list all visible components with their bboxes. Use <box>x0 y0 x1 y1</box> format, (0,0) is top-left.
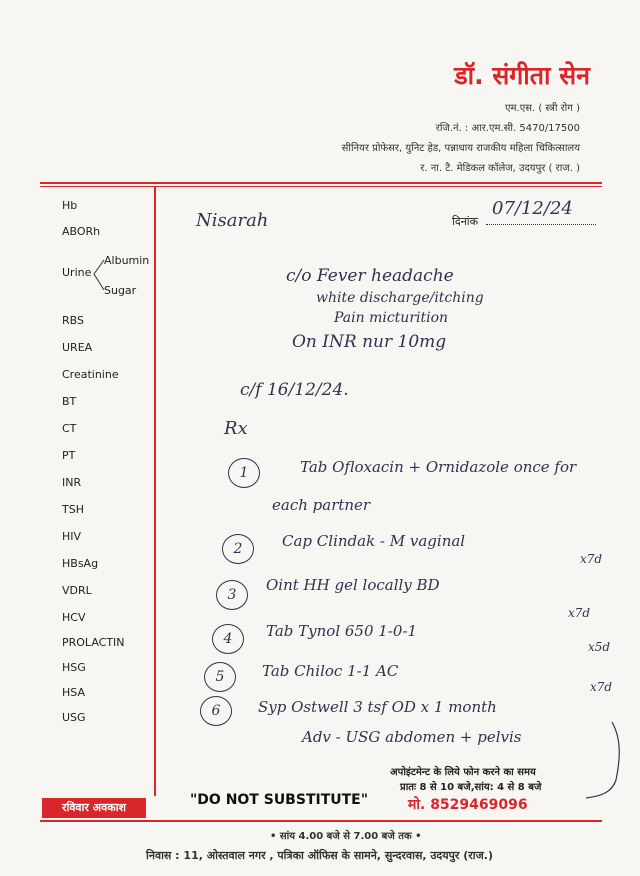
test-item: VDRL <box>62 584 92 597</box>
complaint-line: white discharge/itching <box>316 290 484 306</box>
rx-symbol: Rx <box>224 418 248 439</box>
test-item: CT <box>62 422 77 435</box>
complaint-line: Pain micturition <box>334 310 449 326</box>
appointment-times: प्रातः 8 से 10 बजे,सांय: 4 से 8 बजे <box>400 782 542 793</box>
test-hb: Hb <box>62 199 78 212</box>
doctor-name: डॉ. संगीता सेन <box>454 61 590 90</box>
test-item: HSA <box>62 686 85 699</box>
test-aborh: ABORh <box>62 225 101 238</box>
medicine-line: Tab Tynol 650 1-0-1 <box>266 622 418 640</box>
history-line: c/f 16/12/24. <box>240 380 349 400</box>
med-number: 5 <box>204 662 236 692</box>
header-divider <box>40 182 602 184</box>
test-item: HSG <box>62 661 86 674</box>
test-item: PROLACTIN <box>62 636 125 649</box>
date-label: दिनांक <box>452 215 479 228</box>
medicine-line: Oint HH gel locally BD <box>266 576 440 594</box>
designation: सीनियर प्रोफेसर, युनिट हेड, पन्नाधाय राजकीय महिला चिकित्सालय <box>341 143 580 154</box>
date-value: 07/12/24 <box>492 198 573 219</box>
pen-scribble-mark <box>582 720 628 800</box>
do-not-substitute: "DO NOT SUBSTITUTE" <box>190 792 369 808</box>
residence-address: निवास : 11, ओस्तवाल नगर , पत्रिका ऑफिस के सामने, सुन्दरवास, उदयपुर (राज.) <box>146 849 493 862</box>
medicine-duration: x7d <box>590 680 613 694</box>
test-item: RBS <box>62 314 84 327</box>
test-item: HIV <box>62 530 82 543</box>
med-number: 1 <box>228 458 260 488</box>
medicine-subline: each partner <box>272 496 371 514</box>
test-item: PT <box>62 449 76 462</box>
test-item: BT <box>62 395 77 408</box>
clinic-timing: • सांय 4.00 बजे से 7.00 बजे तक • <box>270 831 422 842</box>
complaint-line: c/o Fever headache <box>286 266 454 286</box>
college: र. ना. टै. मेडिकल कॉलेज, उदयपुर ( राज. ) <box>420 163 580 174</box>
history-line: On INR nur 10mg <box>292 332 447 352</box>
medicine-duration: x7d <box>580 552 603 566</box>
header-divider-thin <box>40 186 602 187</box>
medicine-line: Tab Ofloxacin + Ornidazole once for <box>300 458 577 476</box>
patient-name: Nisarah <box>196 210 269 231</box>
footer-divider <box>40 820 602 822</box>
test-item: HBsAg <box>62 557 99 570</box>
mobile-number: मो. 8529469096 <box>408 797 528 813</box>
qualification: एम.एस. ( स्त्री रोग ) <box>505 103 580 114</box>
appointment-title: अपोइंटमेन्ट के लिये फोन करने का समय <box>390 767 536 778</box>
test-item: Creatinine <box>62 368 119 381</box>
test-item: HCV <box>62 611 86 624</box>
test-item: TSH <box>62 503 84 516</box>
test-urine: Urine <box>62 266 92 279</box>
test-sugar: Sugar <box>104 284 137 297</box>
med-number: 3 <box>216 580 248 610</box>
medicine-duration: x7d <box>568 606 591 620</box>
advice-line: Adv - USG abdomen + pelvis <box>302 728 522 746</box>
registration-number: रजि.नं. : आर.एम.सी. 5470/17500 <box>435 123 580 134</box>
test-item: UREA <box>62 341 93 354</box>
med-number: 2 <box>222 534 254 564</box>
med-number: 4 <box>212 624 244 654</box>
holiday-badge: रविवार अवकाश <box>42 798 146 818</box>
test-item: USG <box>62 711 86 724</box>
med-number: 6 <box>200 696 232 726</box>
medicine-line: Cap Clindak - M vaginal <box>282 532 466 550</box>
medicine-line: Syp Ostwell 3 tsf OD x 1 month <box>258 698 497 716</box>
test-item: INR <box>62 476 82 489</box>
tests-column-divider <box>154 186 156 796</box>
medicine-line: Tab Chiloc 1-1 AC <box>262 662 399 680</box>
test-albumin: Albumin <box>104 254 150 267</box>
date-line <box>486 224 596 225</box>
medicine-duration: x5d <box>588 640 611 654</box>
